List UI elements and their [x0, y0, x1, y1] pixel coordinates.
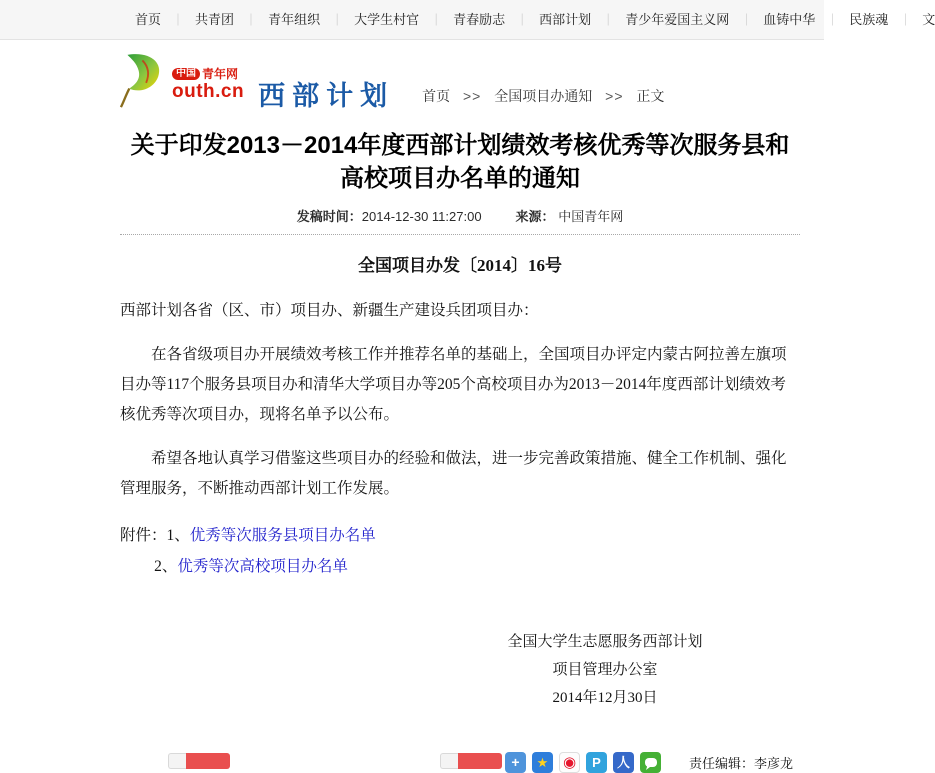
article-title: 关于印发2013－2014年度西部计划绩效考核优秀等次服务县和高校项目办名单的通知: [130, 132, 790, 192]
attachments: [120, 520, 800, 582]
nav-separator: ｜: [172, 13, 185, 27]
section-title-xibujihua: 西部计划: [258, 81, 395, 111]
tencent-glyph: P: [592, 755, 601, 770]
nav-separator: ｜: [331, 13, 344, 27]
nav-separator: ｜: [826, 13, 839, 27]
document-number: 全国项目办发〔2014〕16号: [358, 256, 562, 275]
share-button-red: [186, 753, 230, 769]
salutation-paragraph: 西部计划各省（区、市）项目办、新疆生产建设兵团项目办：: [120, 302, 539, 319]
breadcrumb-separator: >>: [605, 88, 624, 104]
truncated-share-widget[interactable]: [440, 753, 502, 769]
publish-time-label: 发稿时间：: [296, 209, 362, 224]
signature-date: 2014年12月30日: [552, 690, 658, 706]
attachment-link-university-list[interactable]: 优秀等次高校项目办名单: [177, 558, 348, 575]
dotted-divider: [120, 234, 800, 235]
youthcn-leaf-icon: [120, 52, 176, 110]
topnav-item-home[interactable]: 首页: [135, 12, 162, 27]
topnav-item-qingchunlizhi[interactable]: 青春励志: [453, 12, 506, 27]
logo-badge: 中国: [172, 68, 200, 80]
sina-weibo-icon[interactable]: [559, 752, 580, 773]
topnav-item-truncated[interactable]: 文: [922, 12, 935, 27]
nav-separator: ｜: [245, 13, 258, 27]
topnav-item-xibujihua[interactable]: 西部计划: [539, 12, 592, 27]
share-more-icon[interactable]: [505, 752, 526, 773]
topnav-item-xuezhuzhonghua[interactable]: 血铸中华: [763, 12, 816, 27]
star-glyph: ★: [536, 755, 549, 770]
breadcrumb: [422, 86, 664, 106]
share-count-box: [168, 753, 186, 769]
renren-icon[interactable]: [613, 752, 634, 773]
nav-separator: ｜: [899, 13, 912, 27]
editor-credit: [689, 753, 793, 772]
share-buttons: [505, 752, 667, 773]
tencent-weibo-icon[interactable]: [586, 752, 607, 773]
attachment-line-2: [154, 551, 800, 582]
nav-separator: ｜: [430, 13, 443, 27]
signature-org-line1: 全国大学生志愿服务西部计划: [507, 634, 703, 650]
plus-glyph: +: [511, 754, 520, 770]
chat-bubble-glyph: [645, 758, 657, 767]
weibo-eye-glyph: ◉: [562, 754, 577, 771]
youthcn-logo[interactable]: [120, 52, 244, 110]
logo-badge-suffix: 青年网: [202, 66, 239, 81]
topnav-item-minzuhun[interactable]: 民族魂: [849, 12, 889, 27]
topnav-item-daxueshengcunguan[interactable]: 大学生村官: [354, 12, 420, 27]
attachment-label-2: 2、: [154, 558, 178, 575]
attachment-line-1: [120, 520, 800, 551]
topnav-item-qingnianzuzhi[interactable]: 青年组织: [268, 12, 321, 27]
body-paragraph: 在各省级项目办开展绩效考核工作并推荐名单的基础上，全国项目办评定内蒙古阿拉善左旗项目办等117个服务县项目办和清华大学项目办等205个高校项目办为2013－2014年度西部计划绩效考核优秀等次项目办，现将名单予以公布。: [120, 346, 787, 423]
nav-separator: ｜: [602, 13, 615, 27]
nav-separator: ｜: [516, 13, 529, 27]
site-header: [120, 52, 800, 113]
attachment-label: 附件：1、: [120, 527, 190, 544]
breadcrumb-separator: >>: [463, 88, 482, 104]
signature-org-line2: 项目管理办公室: [552, 662, 658, 678]
breadcrumb-home[interactable]: 首页: [422, 88, 451, 104]
publish-time: 2014-12-30 11:27:00: [361, 209, 482, 224]
source-label: 来源：: [515, 209, 555, 224]
nav-separator: ｜: [740, 13, 753, 27]
topnav-item-gongqingtuan[interactable]: 共青团: [195, 12, 235, 27]
body-paragraph: 希望各地认真学习借鉴这些项目办的经验和做法，进一步完善政策措施、健全工作机制、强化管理服务，不断推动西部计划工作发展。: [120, 450, 787, 497]
share-count-box: [440, 753, 458, 769]
editor-label: 责任编辑：: [689, 756, 755, 771]
logo-domain: outh.cn: [172, 81, 245, 102]
top-nav-bar: [0, 0, 935, 40]
breadcrumb-notices[interactable]: 全国项目办通知: [494, 88, 593, 104]
article: [120, 129, 800, 712]
qzone-icon[interactable]: [532, 752, 553, 773]
person-glyph: 人: [616, 755, 630, 770]
source-value: 中国青年网: [558, 209, 624, 224]
editor-name: 李彦龙: [754, 756, 794, 771]
truncated-share-widget[interactable]: [168, 753, 230, 769]
signature-block: [480, 628, 730, 712]
share-button-red: [458, 753, 502, 769]
article-meta: [120, 206, 800, 225]
topnav-item-aiguozhuyiwang[interactable]: 青少年爱国主义网: [625, 12, 730, 27]
wechat-icon[interactable]: [640, 752, 661, 773]
youthcn-logo-text: [172, 66, 244, 101]
breadcrumb-current: 正文: [636, 88, 665, 104]
attachment-link-county-list[interactable]: 优秀等次服务县项目办名单: [189, 527, 376, 544]
